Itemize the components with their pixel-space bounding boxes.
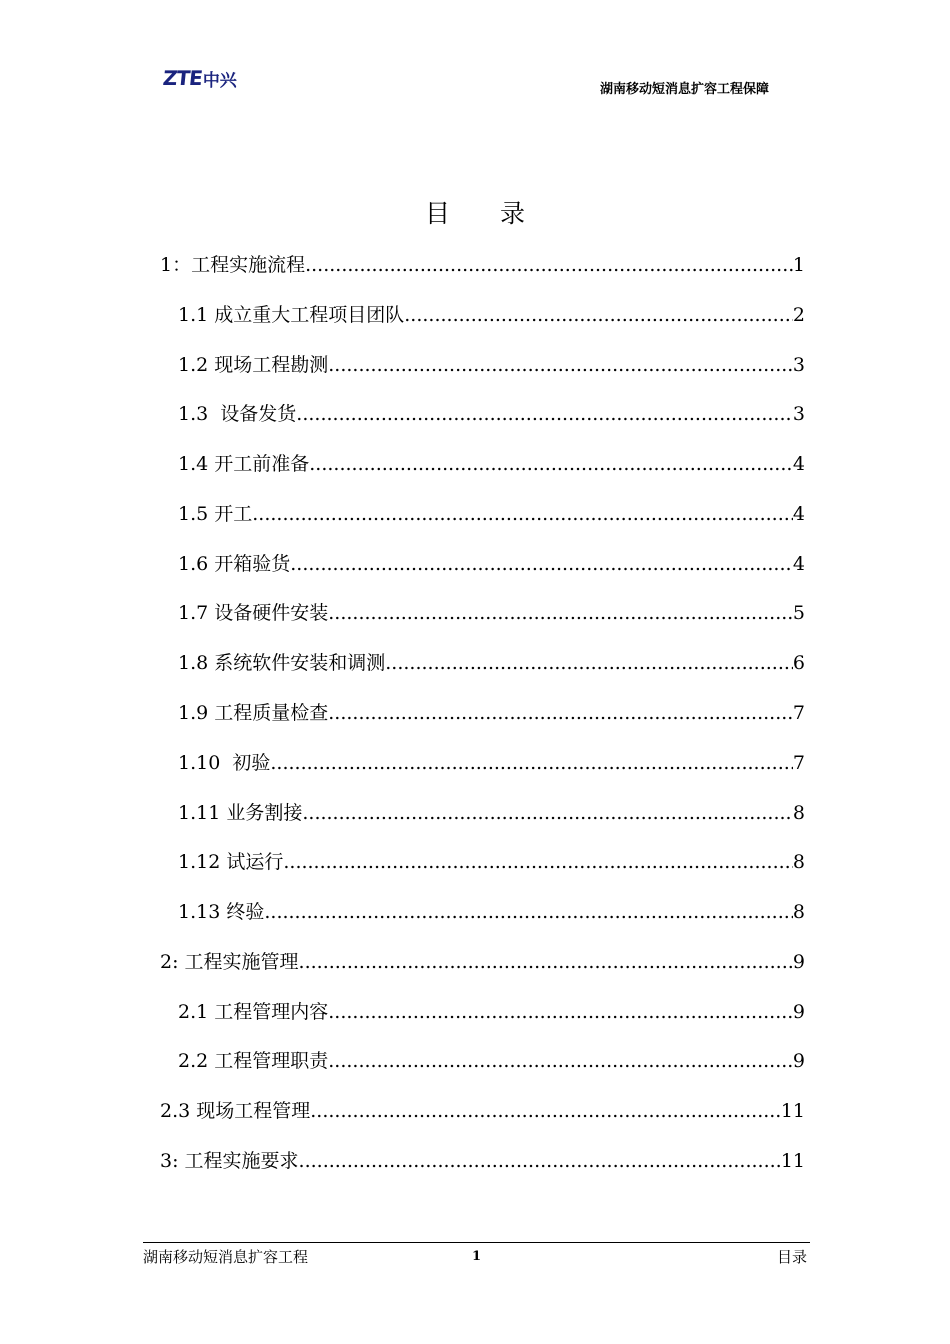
toc-entry-page: 4	[792, 503, 805, 525]
toc-entry-page: 8	[792, 802, 805, 824]
toc-dot-leader	[328, 354, 793, 376]
toc-entry-page: 9	[792, 951, 805, 973]
toc-dot-leader	[328, 1050, 793, 1072]
toc-dot-leader	[283, 851, 793, 873]
toc-dot-leader	[252, 503, 793, 525]
toc-entry[interactable]	[178, 296, 805, 326]
toc-entry[interactable]	[178, 794, 805, 824]
toc-entry-label: 1：工程实施流程	[160, 254, 306, 276]
toc-dot-leader	[299, 951, 793, 973]
toc-entry[interactable]	[178, 594, 805, 624]
toc-dot-leader	[310, 1100, 781, 1122]
toc-entry[interactable]	[178, 395, 805, 425]
toc-entry[interactable]	[178, 993, 805, 1023]
toc-dot-leader	[328, 702, 793, 724]
toc-entry[interactable]	[178, 694, 805, 724]
toc-dot-leader	[385, 652, 793, 674]
toc-entry[interactable]	[178, 644, 805, 674]
toc-entry-page: 8	[792, 901, 805, 923]
toc-entry-label: 1.9 工程质量检查	[178, 702, 329, 724]
toc-entry[interactable]	[178, 1042, 805, 1072]
toc-entry-label: 2.2 工程管理职责	[178, 1050, 329, 1072]
toc-title: 目录	[424, 199, 575, 228]
toc-dot-leader	[290, 553, 793, 575]
toc-dot-leader	[302, 802, 793, 824]
toc-entry-label: 2.3 现场工程管理	[160, 1100, 311, 1122]
zte-logo	[163, 66, 237, 90]
toc-entry[interactable]	[160, 1142, 805, 1172]
toc-entry[interactable]	[160, 1092, 805, 1122]
toc-entry[interactable]	[178, 843, 805, 873]
footer-page-number: 1	[472, 1249, 482, 1264]
toc-entry-label: 1.6 开箱验货	[178, 553, 291, 575]
toc-dot-leader	[299, 1150, 781, 1172]
toc-entry-page: 3	[792, 403, 805, 425]
toc-entry-page: 1	[792, 254, 805, 276]
footer-divider	[143, 1242, 810, 1243]
toc-entry-page: 6	[792, 652, 805, 674]
header-title: 湖南移动短消息扩容工程保障	[600, 82, 770, 97]
toc-dot-leader	[270, 752, 793, 774]
toc-entry-page: 7	[792, 752, 805, 774]
toc-entry-label: 2: 工程实施管理	[160, 951, 299, 973]
toc-entry[interactable]	[178, 744, 805, 774]
toc-entry-label: 1.8 系统软件安装和调测	[178, 652, 386, 674]
toc-entry-label: 1.1 成立重大工程项目团队	[178, 304, 405, 326]
toc-entry-page: 4	[792, 453, 805, 475]
toc-entry[interactable]	[178, 893, 805, 923]
toc-entry[interactable]	[160, 943, 805, 973]
toc-dot-leader	[309, 453, 793, 475]
toc-entry-page: 3	[792, 354, 805, 376]
toc-entry-page: 5	[792, 602, 805, 624]
toc-entry-label: 1.13 终验	[178, 901, 265, 923]
toc-entry-page: 11	[780, 1100, 805, 1122]
toc-entry-label: 1.12 试运行	[178, 851, 284, 873]
toc-entry-page: 4	[792, 553, 805, 575]
toc-entry[interactable]	[160, 246, 805, 276]
toc-entry-page: 2	[792, 304, 805, 326]
toc-entry-label: 1.7 设备硬件安装	[178, 602, 329, 624]
toc-entry[interactable]	[178, 445, 805, 475]
footer-section-name: 目录	[777, 1248, 808, 1266]
toc-entry-label: 1.4 开工前准备	[178, 453, 310, 475]
toc-entry-label: 3: 工程实施要求	[160, 1150, 299, 1172]
toc-entry-page: 7	[792, 702, 805, 724]
toc-entry-page: 9	[792, 1001, 805, 1023]
toc-entry-label: 1.11 业务割接	[178, 802, 303, 824]
toc-dot-leader	[305, 254, 793, 276]
toc-entry-page: 11	[780, 1150, 805, 1172]
toc-entry-label: 1.3 设备发货	[178, 403, 297, 425]
toc-entry-label: 2.1 工程管理内容	[178, 1001, 329, 1023]
toc-entry[interactable]	[178, 495, 805, 525]
toc-entry-label: 1.10 初验	[178, 752, 271, 774]
toc-entry-label: 1.5 开工	[178, 503, 253, 525]
toc-entry[interactable]	[178, 545, 805, 575]
toc-dot-leader	[296, 403, 793, 425]
toc-entry-label: 1.2 现场工程勘测	[178, 354, 329, 376]
toc-dot-leader	[328, 602, 793, 624]
toc-entry-page: 9	[792, 1050, 805, 1072]
toc-dot-leader	[404, 304, 793, 326]
logo-cjk-text: 中兴	[202, 70, 237, 91]
toc-dot-leader	[328, 1001, 793, 1023]
footer-project-name: 湖南移动短消息扩容工程	[143, 1248, 309, 1266]
toc-entry-page: 8	[792, 851, 805, 873]
logo-latin-text: ZTE	[161, 66, 204, 90]
toc-dot-leader	[264, 901, 793, 923]
toc-entry[interactable]	[178, 346, 805, 376]
